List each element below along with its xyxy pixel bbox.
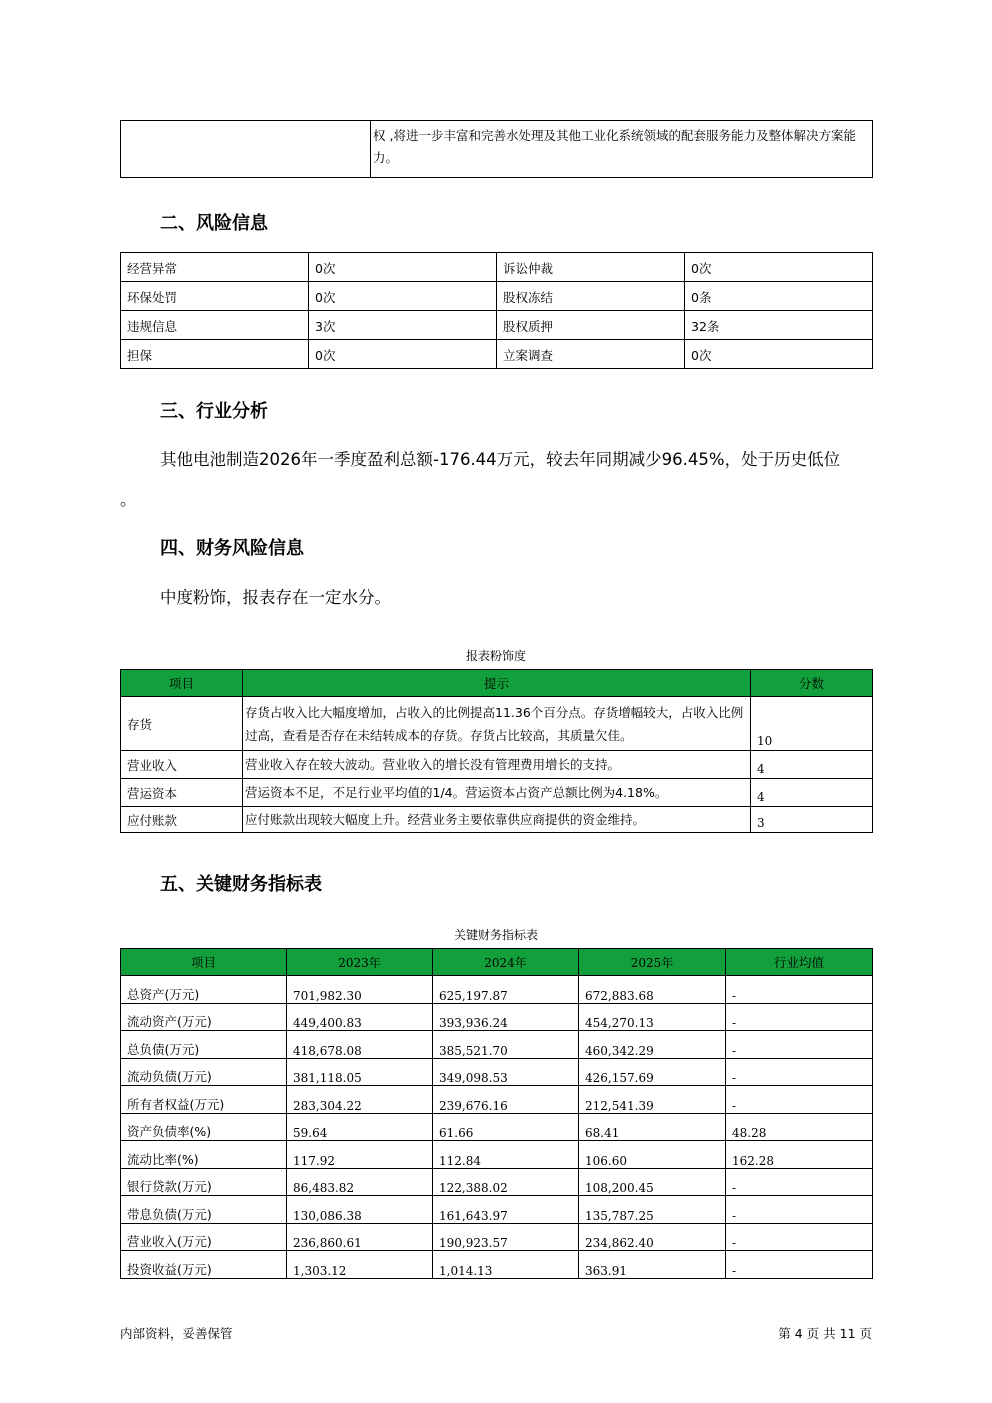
section-title-risk: 二、风险信息: [160, 213, 268, 234]
metric-value-cell: 86,483.82: [287, 1168, 433, 1196]
risk-value: 0次: [685, 253, 873, 282]
metric-value-cell: 363.91: [579, 1251, 726, 1279]
score-cell: 10: [751, 697, 873, 751]
key-metrics-table: [120, 948, 873, 1279]
metric-value-cell: 449,400.83: [287, 1003, 433, 1031]
metric-name-cell: 流动资产(万元): [121, 1003, 287, 1031]
section-title-industry: 三、行业分析: [160, 401, 268, 422]
risk-label: 诉讼仲裁: [497, 253, 685, 282]
risk-value: 0次: [309, 253, 497, 282]
table-row: [121, 1196, 873, 1224]
hint-cell: 存货占收入比大幅度增加，占收入的比例提高11.36个百分点。存货增幅较大，占收入比例过高，查看是否存在未结转成本的存货。存货占比较高，其质量欠佳。: [243, 697, 751, 751]
table-row: [121, 1003, 873, 1031]
risk-label: 违规信息: [121, 311, 309, 340]
risk-label: 环保处罚: [121, 282, 309, 311]
item-cell: 营业收入: [121, 751, 243, 779]
metric-value-cell: 283,304.22: [287, 1086, 433, 1114]
metric-name-cell: 银行贷款(万元): [121, 1168, 287, 1196]
metric-value-cell: 68.41: [579, 1113, 726, 1141]
metric-value-cell: -: [726, 1058, 873, 1086]
metric-value-cell: 135,787.25: [579, 1196, 726, 1224]
metric-value-cell: 418,678.08: [287, 1031, 433, 1059]
metric-value-cell: 393,936.24: [433, 1003, 579, 1031]
table-row: [121, 253, 873, 282]
continuation-table: [120, 120, 873, 178]
table-row: [121, 1223, 873, 1251]
hint-cell: 营运资本不足，不足行业平均值的1/4。营运资本占资产总额比例为4.18%。: [243, 779, 751, 807]
column-header: 项目: [121, 670, 243, 697]
metric-value-cell: 130,086.38: [287, 1196, 433, 1224]
hint-cell: 营业收入存在较大波动。营业收入的增长没有管理费用增长的支持。: [243, 751, 751, 779]
column-header: 分数: [751, 670, 873, 697]
metric-value-cell: -: [726, 1168, 873, 1196]
column-header: 项目: [121, 949, 287, 976]
table-cell: [121, 121, 371, 178]
item-cell: 存货: [121, 697, 243, 751]
metric-value-cell: 234,862.40: [579, 1223, 726, 1251]
table-row: [121, 1113, 873, 1141]
table-row: [121, 282, 873, 311]
metric-name-cell: 带息负债(万元): [121, 1196, 287, 1224]
risk-value: 0条: [685, 282, 873, 311]
metric-value-cell: -: [726, 1251, 873, 1279]
metric-name-cell: 流动负债(万元): [121, 1058, 287, 1086]
metric-value-cell: 117.92: [287, 1141, 433, 1169]
metric-value-cell: 1,014.13: [433, 1251, 579, 1279]
table-row: [121, 1058, 873, 1086]
metric-value-cell: 122,388.02: [433, 1168, 579, 1196]
table-row: [121, 1141, 873, 1169]
metric-value-cell: 190,923.57: [433, 1223, 579, 1251]
table-row: [121, 976, 873, 1004]
risk-value: 32条: [685, 311, 873, 340]
risk-label: 担保: [121, 340, 309, 369]
risk-label: 股权冻结: [497, 282, 685, 311]
metric-value-cell: -: [726, 1031, 873, 1059]
table-row: [121, 697, 873, 751]
metric-value-cell: 106.60: [579, 1141, 726, 1169]
metric-name-cell: 总资产(万元): [121, 976, 287, 1004]
industry-analysis-text-end: 。: [120, 490, 137, 509]
footer-page-number: 第 4 页 共 11 页: [778, 1326, 872, 1341]
table-row: [121, 1251, 873, 1279]
financial-risk-summary: 中度粉饰，报表存在一定水分。: [160, 588, 391, 607]
column-header: 提示: [243, 670, 751, 697]
score-cell: 4: [751, 751, 873, 779]
risk-value: 3次: [309, 311, 497, 340]
metric-value-cell: 161,643.97: [433, 1196, 579, 1224]
metric-value-cell: 162.28: [726, 1141, 873, 1169]
metric-value-cell: 112.84: [433, 1141, 579, 1169]
risk-value: 0次: [309, 340, 497, 369]
metric-value-cell: 108,200.45: [579, 1168, 726, 1196]
table-header-row: [121, 670, 873, 697]
metric-name-cell: 营业收入(万元): [121, 1223, 287, 1251]
risk-label: 立案调查: [497, 340, 685, 369]
table-header-row: [121, 949, 873, 976]
metric-value-cell: 1,303.12: [287, 1251, 433, 1279]
table-row: [121, 1086, 873, 1114]
column-header: 2025年: [579, 949, 726, 976]
metric-value-cell: 454,270.13: [579, 1003, 726, 1031]
table-row: [121, 807, 873, 833]
item-cell: 应付账款: [121, 807, 243, 833]
metric-name-cell: 投资收益(万元): [121, 1251, 287, 1279]
metric-name-cell: 所有者权益(万元): [121, 1086, 287, 1114]
metric-value-cell: 381,118.05: [287, 1058, 433, 1086]
industry-analysis-text: 其他电池制造2026年一季度盈利总额-176.44万元，较去年同期减少96.45%，处于历史低位: [160, 450, 841, 469]
table-row: [121, 751, 873, 779]
metric-value-cell: -: [726, 1223, 873, 1251]
metric-value-cell: 239,676.16: [433, 1086, 579, 1114]
metric-value-cell: -: [726, 1003, 873, 1031]
section-title-financial-risk: 四、财务风险信息: [160, 538, 304, 559]
metric-name-cell: 资产负债率(%): [121, 1113, 287, 1141]
risk-label: 经营异常: [121, 253, 309, 282]
financial-risk-table-caption: 报表粉饰度: [465, 649, 526, 663]
metric-value-cell: 61.66: [433, 1113, 579, 1141]
table-row: [121, 1168, 873, 1196]
metric-value-cell: 460,342.29: [579, 1031, 726, 1059]
risk-info-table: [120, 252, 873, 369]
score-cell: 3: [751, 807, 873, 833]
metric-value-cell: 701,982.30: [287, 976, 433, 1004]
metric-value-cell: 426,157.69: [579, 1058, 726, 1086]
table-row: [121, 121, 873, 178]
column-header: 2024年: [433, 949, 579, 976]
footer-left: 内部资料，妥善保管: [120, 1326, 233, 1341]
risk-value: 0次: [309, 282, 497, 311]
continuation-text: 权 ,将进一步丰富和完善水处理及其他工业化系统领域的配套服务能力及整体解决方案能力。: [371, 121, 873, 178]
item-cell: 营运资本: [121, 779, 243, 807]
metric-value-cell: 672,883.68: [579, 976, 726, 1004]
financial-risk-table: [120, 669, 873, 833]
metric-value-cell: -: [726, 1196, 873, 1224]
column-header: 行业均值: [726, 949, 873, 976]
metric-name-cell: 总负债(万元): [121, 1031, 287, 1059]
risk-label: 股权质押: [497, 311, 685, 340]
metric-value-cell: 349,098.53: [433, 1058, 579, 1086]
hint-cell: 应付账款出现较大幅度上升。经营业务主要依靠供应商提供的资金维持。: [243, 807, 751, 833]
metric-value-cell: 212,541.39: [579, 1086, 726, 1114]
metric-value-cell: -: [726, 976, 873, 1004]
metric-value-cell: 59.64: [287, 1113, 433, 1141]
column-header: 2023年: [287, 949, 433, 976]
table-row: [121, 779, 873, 807]
metric-name-cell: 流动比率(%): [121, 1141, 287, 1169]
key-metrics-table-caption: 关键财务指标表: [453, 928, 538, 942]
score-cell: 4: [751, 779, 873, 807]
table-row: [121, 340, 873, 369]
metric-value-cell: 236,860.61: [287, 1223, 433, 1251]
metric-value-cell: 48.28: [726, 1113, 873, 1141]
table-row: [121, 1031, 873, 1059]
metric-value-cell: -: [726, 1086, 873, 1114]
table-row: [121, 311, 873, 340]
risk-value: 0次: [685, 340, 873, 369]
section-title-key-metrics: 五、关键财务指标表: [160, 874, 322, 895]
metric-value-cell: 385,521.70: [433, 1031, 579, 1059]
metric-value-cell: 625,197.87: [433, 976, 579, 1004]
